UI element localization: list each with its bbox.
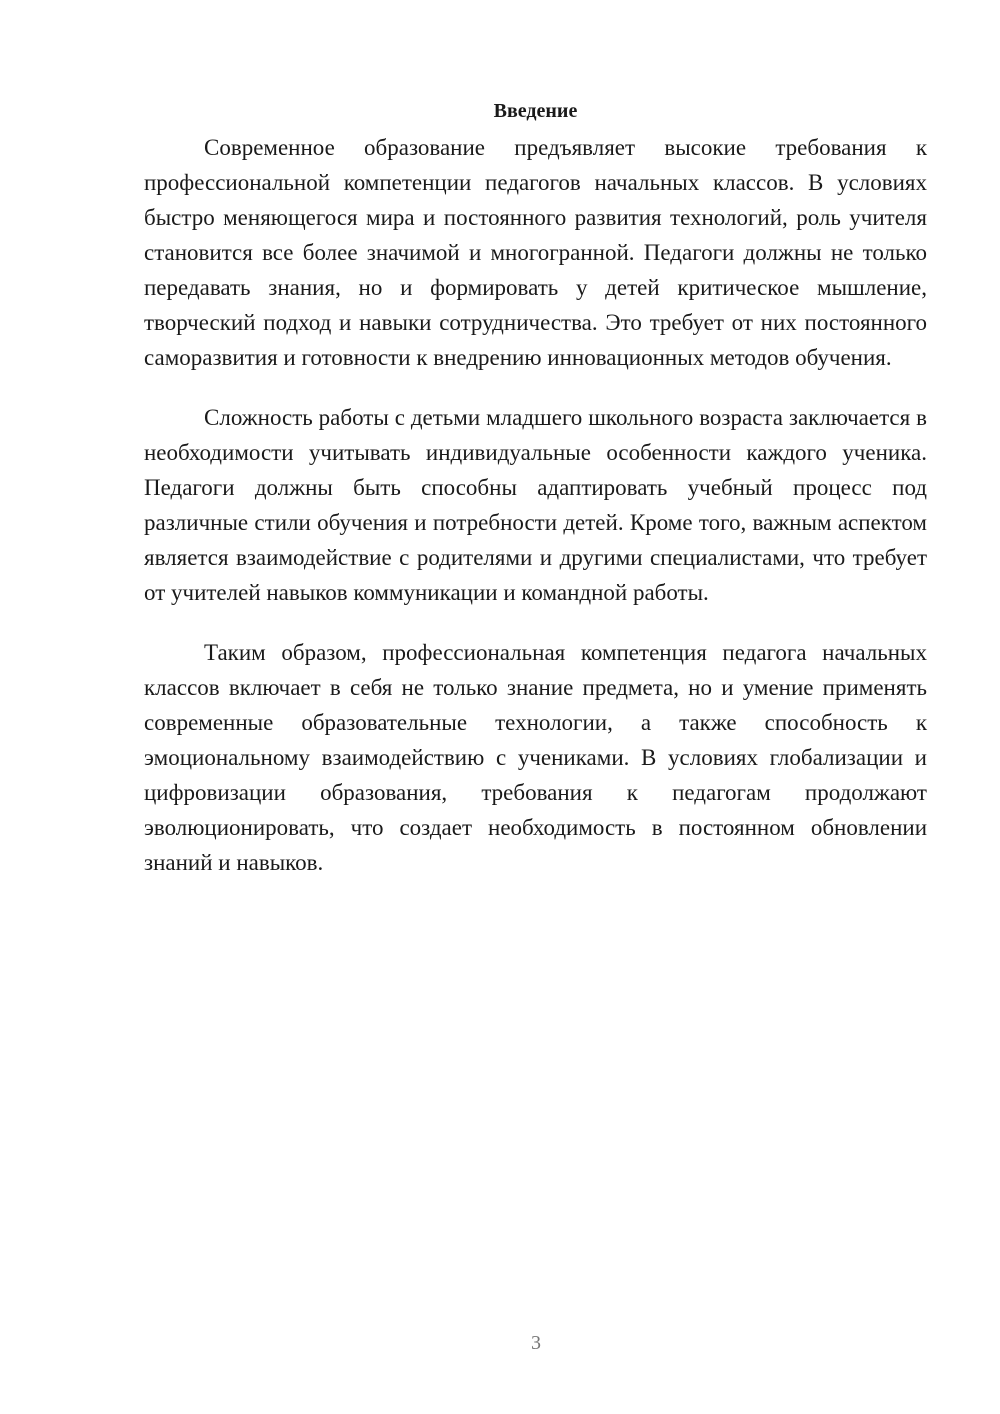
section-heading: Введение (493, 100, 578, 122)
paragraph-3: Таким образом, профессиональная компетенция педагога начальных классов включает в себя не только знание предмета, но и умение применять современные образовательные технологии, а также способность к эмоциональному взаимодействию с учениками. В условиях глобализации и цифровизации образования, требования к педагогам продолжают эволюционировать, что создает необходимость в постоянном обновлении знаний и навыков. (144, 640, 927, 875)
page-content (144, 96, 927, 905)
page-number: 3 (531, 1332, 541, 1354)
paragraph-1: Современное образование предъявляет высокие требования к профессиональной компетенции педагогов начальных классов. В условиях быстро меняющегося мира и постоянного развития технологий, роль учителя становится все более значимой и многогранной. Педагоги должны не только передавать знания, но и формировать у детей критическое мышление, творческий подход и навыки сотрудничества. Это требует от них постоянного саморазвития и готовности к внедрению инновационных методов обучения. (144, 135, 927, 370)
paragraph-2: Сложность работы с детьми младшего школьного возраста заключается в необходимости учитывать индивидуальные особенности каждого ученика. Педагоги должны быть способны адаптировать учебный процесс под различные стили обучения и потребности детей. Кроме того, важным аспектом является взаимодействие с родителями и другими специалистами, что требует от учителей навыков коммуникации и командной работы. (144, 405, 927, 605)
